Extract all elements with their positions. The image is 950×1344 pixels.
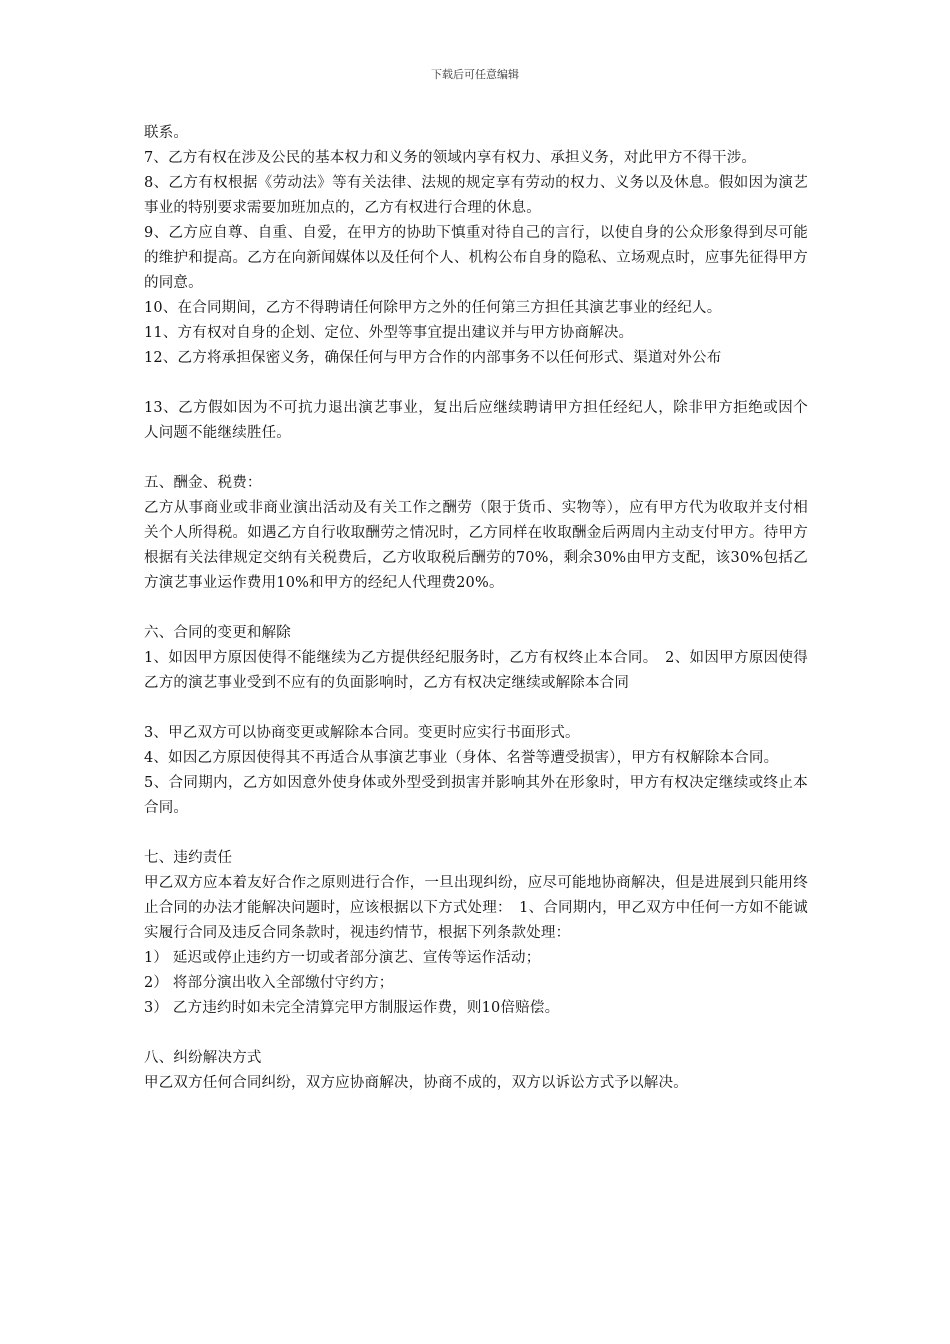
- paragraph: 5、合同期内，乙方如因意外使身体或外型受到损害并影响其外在形象时，甲方有权决定继续或终止本合同。: [144, 775, 808, 816]
- clause-8: 8、乙方有权根据《劳动法》等有关法律、法规的规定享有劳动的权力、义务以及休息。假如因为演艺事业的特别要求需要加班加点的，乙方有权进行合理的休息。: [144, 175, 808, 216]
- paragraph: 1、如因甲方原因使得不能继续为乙方提供经纪服务时，乙方有权终止本合同。 2、如因甲方原因使得乙方的演艺事业受到不应有的负面影响时，乙方有权决定继续或解除本合同: [144, 650, 808, 691]
- paragraph: 3、甲乙双方可以协商变更或解除本合同。变更时应实行书面形式。: [144, 725, 580, 741]
- page-header: 下载后可任意编辑: [431, 68, 519, 81]
- paragraph: 4、如因乙方原因使得其不再适合从事演艺事业（身体、名誉等遭受损害），甲方有权解除本合同。: [144, 750, 779, 766]
- clause-9: 9、乙方应自尊、自重、自爱，在甲方的协助下慎重对待自己的言行，以使自身的公众形象得到尽可能的维护和提高。乙方在向新闻媒体以及任何个人、机构公布自身的隐私、立场观点时，应事先征得甲方的同意。: [144, 225, 808, 291]
- blank-line: [144, 821, 808, 846]
- blank-line: [144, 446, 808, 471]
- section-heading: 六、合同的变更和解除: [144, 625, 291, 641]
- section-heading: 七、违约责任: [144, 850, 233, 866]
- list-item: 1） 延迟或停止违约方一切或者部分演艺、宣传等运作活动；: [144, 950, 541, 966]
- list-item: 3） 乙方违约时如未完全清算完甲方制服运作费，则10倍赔偿。: [144, 1000, 560, 1016]
- paragraph: 联系。: [144, 125, 189, 141]
- blank-line: [144, 1021, 808, 1046]
- document-body: [144, 121, 808, 1096]
- clause-12: 12、乙方将承担保密义务，确保任何与甲方合作的内部事务不以任何形式、渠道对外公布: [144, 350, 722, 366]
- blank-line: [144, 596, 808, 621]
- list-item: 2） 将部分演出收入全部缴付守约方；: [144, 975, 394, 991]
- section-heading: 五、酬金、税费：: [144, 475, 262, 491]
- paragraph: 甲乙双方应本着友好合作之原则进行合作，一旦出现纠纷，应尽可能地协商解决，但是进展到只能用终止合同的办法才能解决问题时，应该根据以下方式处理： 1、合同期内，甲乙双方中任何一方如不能诚实履行合同及违反合同条款时，视违约情节，根据下列条款处理：: [144, 875, 808, 941]
- blank-line: [144, 371, 808, 396]
- clause-10: 10、在合同期间，乙方不得聘请任何除甲方之外的任何第三方担任其演艺事业的经纪人。: [144, 300, 722, 316]
- clause-11: 11、方有权对自身的企划、定位、外型等事宜提出建议并与甲方协商解决。: [144, 325, 634, 341]
- paragraph: 甲乙双方任何合同纠纷，双方应协商解决，协商不成的，双方以诉讼方式予以解决。: [144, 1075, 688, 1091]
- blank-line: [144, 696, 808, 721]
- clause-7: 7、乙方有权在涉及公民的基本权力和义务的领域内享有权力、承担义务，对此甲方不得干涉。: [144, 150, 757, 166]
- paragraph: 乙方从事商业或非商业演出活动及有关工作之酬劳（限于货币、实物等），应有甲方代为收取并支付相关个人所得税。如遇乙方自行收取酬劳之情况时，乙方同样在收取酬金后两周内主动支付甲方。待甲方根据有关法律规定交纳有关税费后，乙方收取税后酬劳的70%，剩余30%由甲方支配，该30%包括乙方演艺事业运作费用10%和甲方的经纪人代理费20%。: [144, 500, 808, 591]
- clause-13: 13、乙方假如因为不可抗力退出演艺事业，复出后应继续聘请甲方担任经纪人，除非甲方拒绝或因个人问题不能继续胜任。: [144, 400, 808, 441]
- section-heading: 八、纠纷解决方式: [144, 1050, 262, 1066]
